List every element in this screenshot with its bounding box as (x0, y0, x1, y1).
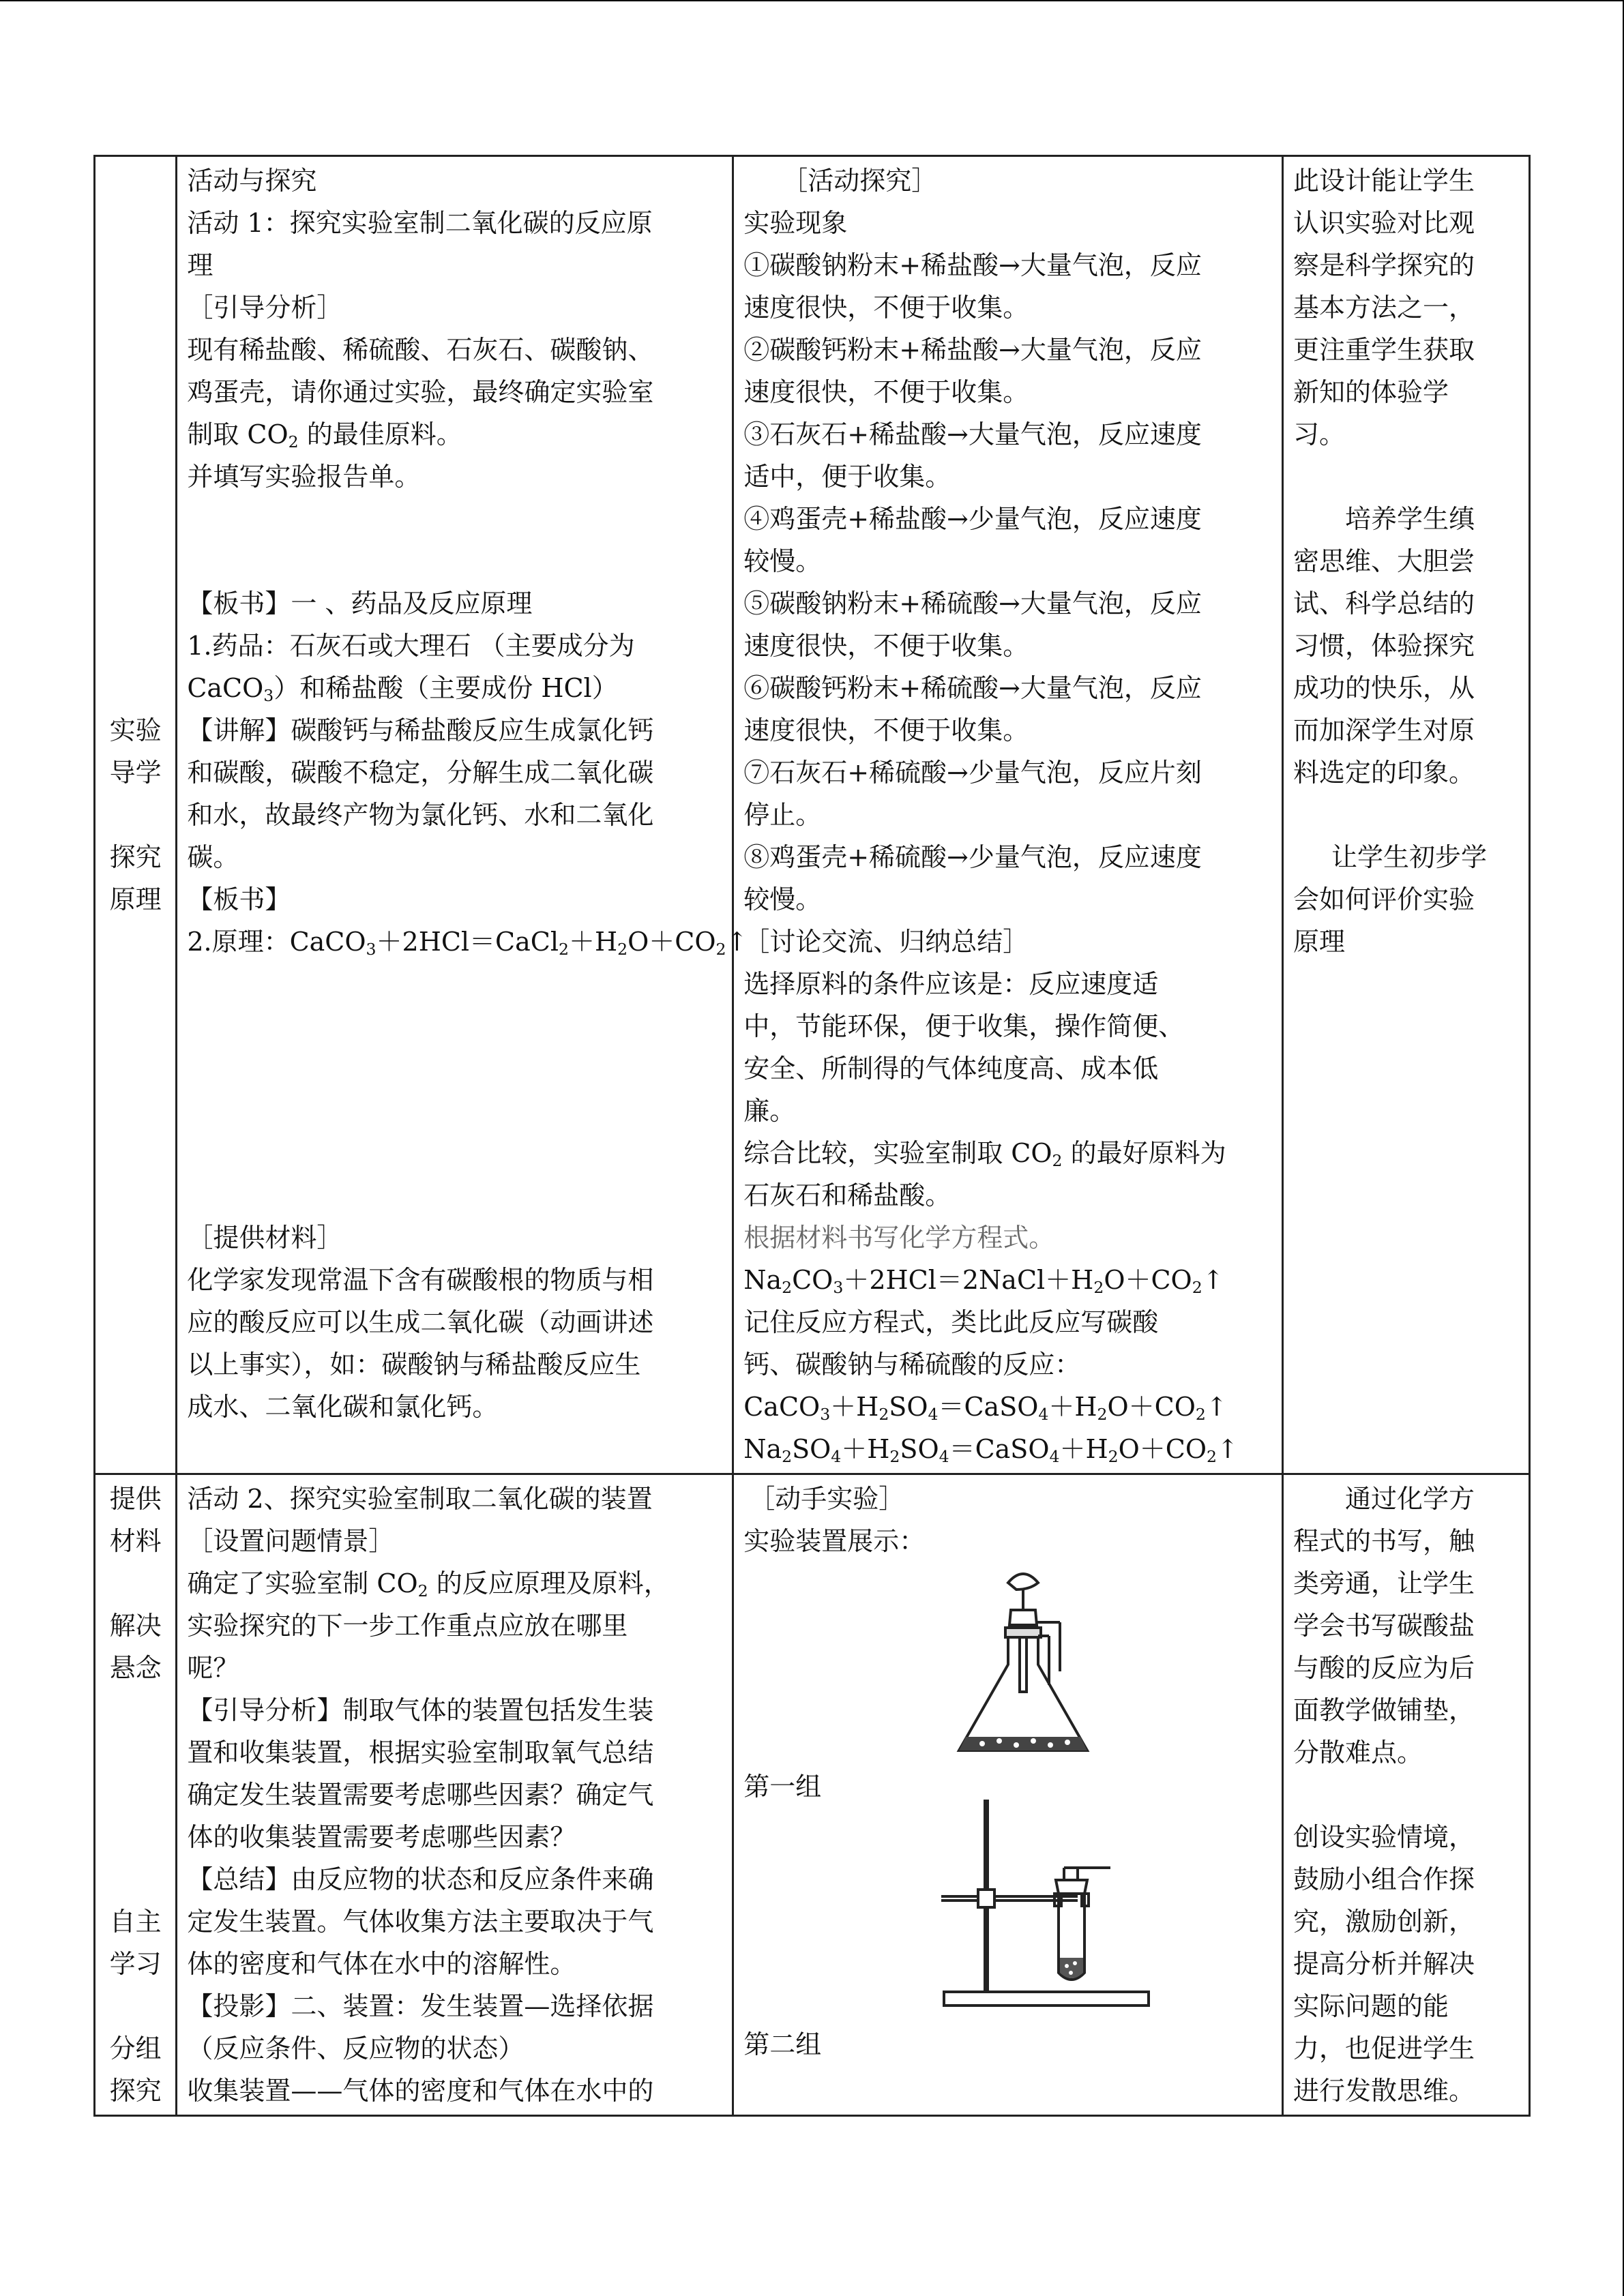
teacher-line: CaCO$_3$）和稀盐酸（主要成份 HCl） (187, 673, 618, 705)
student-line: 较慢。 (743, 546, 822, 576)
student-line: 适中，便于收集。 (743, 462, 951, 492)
stage-label-line: 导学 (109, 758, 162, 788)
teacher-line: 确定了实验室制 $CO_2$ 的反应原理及原料， (187, 1568, 670, 1600)
intent-line: 习惯，体验探究 (1293, 631, 1475, 661)
teacher-line (187, 1090, 722, 1132)
student-line: 速度很快，不便于收集。 (743, 715, 1029, 745)
table-row-principle (95, 156, 1530, 1474)
intent-line: 实际问题的能 (1293, 1991, 1449, 2021)
student-heading: ［活动探究］ (782, 166, 938, 196)
intent-line: 密思维、大胆尝 (1293, 546, 1475, 576)
student-line: 停止。 (743, 800, 822, 830)
intent-line: 力，也促进学生 (1293, 2033, 1475, 2063)
design-intent-cell (1283, 1474, 1530, 2116)
stage-label-line: 解决 (109, 1611, 162, 1641)
intent-line: 基本方法之一， (1293, 293, 1475, 323)
student-line: ④鸡蛋壳+稀盐酸→少量气泡，反应速度 (743, 504, 1202, 534)
teacher-line (187, 1005, 722, 1047)
equation-line: $Na_2SO_4+H_2SO_4=CaSO_4+H_2O+CO_2↑$ (743, 1434, 1239, 1466)
teacher-line (187, 540, 722, 582)
stage-label-line: 分组 (109, 2033, 162, 2063)
student-line: 速度很快，不便于收集。 (743, 631, 1029, 661)
stage-label-line: 探究 (109, 842, 162, 872)
student-line: 中，节能环保，便于收集，操作简便、 (743, 1011, 1185, 1041)
student-line: ⑧鸡蛋壳+稀硫酸→少量气泡，反应速度 (743, 842, 1202, 872)
stage-label-line: 探究 (109, 2076, 162, 2106)
design-intent-cell (1283, 156, 1530, 1474)
student-grey-note: 根据材料书写化学方程式。 (743, 1223, 1055, 1253)
intent-line: 认识实验对比观 (1293, 208, 1475, 238)
teacher-line: 实验探究的下一步工作重点应放在哪里 (187, 1611, 628, 1641)
intent-line: 与酸的反应为后 (1293, 1653, 1475, 1683)
teacher-line: ［引导分析］ (187, 293, 343, 323)
teacher-line: 鸡蛋壳，请你通过实验，最终确定实验室 (187, 377, 654, 407)
intent-line: 让学生初步学 (1331, 842, 1488, 872)
intent-line: 程式的书写，触 (1293, 1526, 1475, 1556)
student-line: ⑥碳酸钙粉末+稀硫酸→大量气泡，反应 (743, 673, 1202, 703)
stage-label-line (100, 1985, 171, 2027)
stage-label-line: 实验 (109, 715, 162, 745)
stage-label-line: 悬念 (109, 1653, 162, 1683)
stage-label-line (100, 1689, 171, 1731)
student-line: 实验装置展示： (743, 1526, 926, 1556)
student-line: 速度很快，不便于收集。 (743, 377, 1029, 407)
stage-label-line (100, 1816, 171, 1858)
apparatus-area (743, 1562, 1272, 2070)
teacher-line: 成水、二氧化碳和氯化钙。 (187, 1392, 499, 1422)
teacher-activity-cell (177, 1474, 733, 2116)
intent-line: 分散难点。 (1293, 1738, 1423, 1768)
intent-line: 料选定的印象。 (1293, 758, 1475, 788)
intent-line: 创设实验情境， (1293, 1822, 1475, 1852)
teacher-line (187, 1047, 722, 1090)
teacher-line: （反应条件、反应物的状态） (187, 2033, 525, 2063)
equation-line: $Na_2CO_3+2HCl=2NaCl+H_2O+CO_2↑$ (743, 1265, 1224, 1297)
teacher-line: 呢？ (187, 1653, 239, 1683)
intent-line: 试、科学总结的 (1293, 588, 1475, 618)
student-line: ⑤碳酸钠粉末+稀硫酸→大量气泡，反应 (743, 588, 1202, 618)
stage-label-line: 原理 (109, 884, 162, 914)
teacher-line: 活动 2、探究实验室制取二氧化碳的装置 (187, 1484, 653, 1514)
stage-label-line: 材料 (109, 1526, 162, 1556)
intent-line: 此设计能让学生 (1293, 166, 1475, 196)
test-tube-apparatus-image (941, 1794, 1173, 2019)
teacher-line: 定发生装置。气体收集方法主要取决于气 (187, 1907, 654, 1937)
teacher-line (187, 963, 722, 1005)
intent-line: 而加深学生对原 (1293, 715, 1475, 745)
student-activity-cell (733, 1474, 1283, 2116)
student-line: ①碳酸钠粉末+稀盐酸→大量气泡，反应 (743, 250, 1202, 280)
intent-line: 面教学做铺垫， (1293, 1695, 1475, 1725)
intent-line: 通过化学方 (1345, 1484, 1475, 1514)
teacher-line: 制取 $CO_2$ 的最佳原料。 (187, 419, 462, 451)
student-heading: ［动手实验］ (749, 1484, 905, 1514)
teacher-line (187, 1174, 722, 1217)
teacher-line: 和水，故最终产物为氯化钙、水和二氧化 (187, 800, 654, 830)
teacher-line: 体的收集装置需要考虑哪些因素？ (187, 1822, 576, 1852)
student-line: ⑦石灰石+稀硫酸→少量气泡，反应片刻 (743, 758, 1202, 788)
intent-line: 新知的体验学 (1293, 377, 1449, 407)
teacher-line: 【投影】二、装置：发生装置—选择依据 (187, 1991, 654, 2021)
teacher-line: 活动与探究 (187, 166, 317, 196)
teacher-line: 理 (187, 250, 213, 280)
intent-line: 会如何评价实验 (1293, 884, 1475, 914)
stage-label-line: 自主 (109, 1907, 162, 1937)
teacher-line: 以上事实），如：碳酸钠与稀盐酸反应生 (187, 1350, 641, 1380)
intent-line: 更注重学生获取 (1293, 335, 1475, 365)
teacher-line: 体的密度和气体在水中的溶解性。 (187, 1949, 576, 1979)
teacher-line: 收集装置——气体的密度和气体在水中的 (187, 2076, 654, 2106)
group1-label: 第一组 (743, 1772, 822, 1802)
lesson-table (93, 155, 1531, 2117)
teacher-line: 和碳酸，碳酸不稳定，分解生成二氧化碳 (187, 758, 654, 788)
intent-line: 培养学生缜 (1345, 504, 1475, 534)
equation-line: $CaCO_3+H_2SO_4=CaSO_4+H_2O+CO_2↑$ (743, 1392, 1228, 1424)
stage-label-line: 提供 (109, 1484, 162, 1514)
equation-line: 钙、碳酸钠与稀硫酸的反应： (743, 1350, 1081, 1380)
flask-apparatus-image (934, 1562, 1112, 1767)
stage-label-line (100, 1731, 171, 1774)
stage-label-line (100, 1858, 171, 1900)
teacher-line (187, 498, 722, 540)
intent-line: 进行发散思维。 (1293, 2076, 1475, 2106)
equation-line: 记住反应方程式，类比此反应写碳酸 (743, 1307, 1159, 1337)
teacher-line: ［提供材料］ (187, 1223, 343, 1253)
group2-label: 第二组 (743, 2029, 822, 2059)
teacher-line: 置和收集装置，根据实验室制取氧气总结 (187, 1738, 654, 1768)
intent-line: 究，激励创新， (1293, 1907, 1475, 1937)
stage-label-cell (95, 156, 177, 1474)
student-line: ②碳酸钙粉末+稀盐酸→大量气泡，反应 (743, 335, 1202, 365)
student-line: 廉。 (743, 1096, 796, 1126)
intent-line: 类旁通，让学生 (1293, 1568, 1475, 1598)
teacher-line: ［设置问题情景］ (187, 1526, 395, 1556)
student-line: 选择原料的条件应该是：反应速度适 (743, 969, 1159, 999)
teacher-line: 确定发生装置需要考虑哪些因素？确定气 (187, 1780, 654, 1810)
student-line: ③石灰石+稀盐酸→大量气泡，反应速度 (743, 419, 1202, 449)
student-line: 速度很快，不便于收集。 (743, 293, 1029, 323)
teacher-line: 碳。 (187, 842, 239, 872)
intent-line: 学会书写碳酸盐 (1293, 1611, 1475, 1641)
intent-line: 察是科学探究的 (1293, 250, 1475, 280)
teacher-line: 活动 1：探究实验室制二氧化碳的反应原 (187, 208, 653, 238)
intent-line: 习。 (1293, 419, 1346, 449)
teacher-line: 【板书】 (187, 884, 291, 914)
teacher-line: 1.药品：石灰石或大理石 （主要成分为 (187, 631, 635, 661)
teacher-line: 现有稀盐酸、稀硫酸、石灰石、碳酸钠、 (187, 335, 654, 365)
intent-line: 原理 (1293, 927, 1346, 957)
stage-label-line (100, 794, 171, 836)
table-row-apparatus (95, 1474, 1530, 2116)
stage-label-line: 学习 (109, 1949, 162, 1979)
student-line: 综合比较，实验室制取 $CO_2$ 的最好原料为 (743, 1138, 1226, 1170)
intent-line: 提高分析并解决 (1293, 1949, 1475, 1979)
teacher-line: 化学家发现常温下含有碳酸根的物质与相 (187, 1265, 654, 1295)
teacher-line: 【讲解】碳酸钙与稀盐酸反应生成氯化钙 (187, 715, 654, 745)
stage-label-cell (95, 1474, 177, 2116)
student-line: ［讨论交流、归纳总结］ (743, 927, 1029, 957)
teacher-line: 并填写实验报告单。 (187, 462, 421, 492)
stage-label-line (100, 1774, 171, 1816)
teacher-activity-cell (177, 156, 748, 1474)
teacher-line: 【板书】一 、药品及反应原理 (187, 588, 533, 618)
student-activity-cell (733, 156, 1283, 1474)
stage-label-line (100, 1562, 171, 1605)
teacher-line: 2.原理：$CaCO_3+2HCl=CaCl_2+H_2O+CO_2↑$ (187, 927, 748, 959)
teacher-line (187, 1132, 722, 1174)
intent-line: 成功的快乐，从 (1293, 673, 1475, 703)
teacher-line: 【总结】由反应物的状态和反应条件来确 (187, 1864, 654, 1894)
teacher-line: 应的酸反应可以生成二氧化碳（动画讲述 (187, 1307, 654, 1337)
student-line: 安全、所制得的气体纯度高、成本低 (743, 1054, 1159, 1084)
teacher-line: 【引导分析】制取气体的装置包括发生装 (187, 1695, 654, 1725)
student-line: 石灰石和稀盐酸。 (743, 1180, 951, 1210)
student-line: 实验现象 (743, 208, 848, 238)
student-line: 较慢。 (743, 884, 822, 914)
intent-line: 鼓励小组合作探 (1293, 1864, 1475, 1894)
